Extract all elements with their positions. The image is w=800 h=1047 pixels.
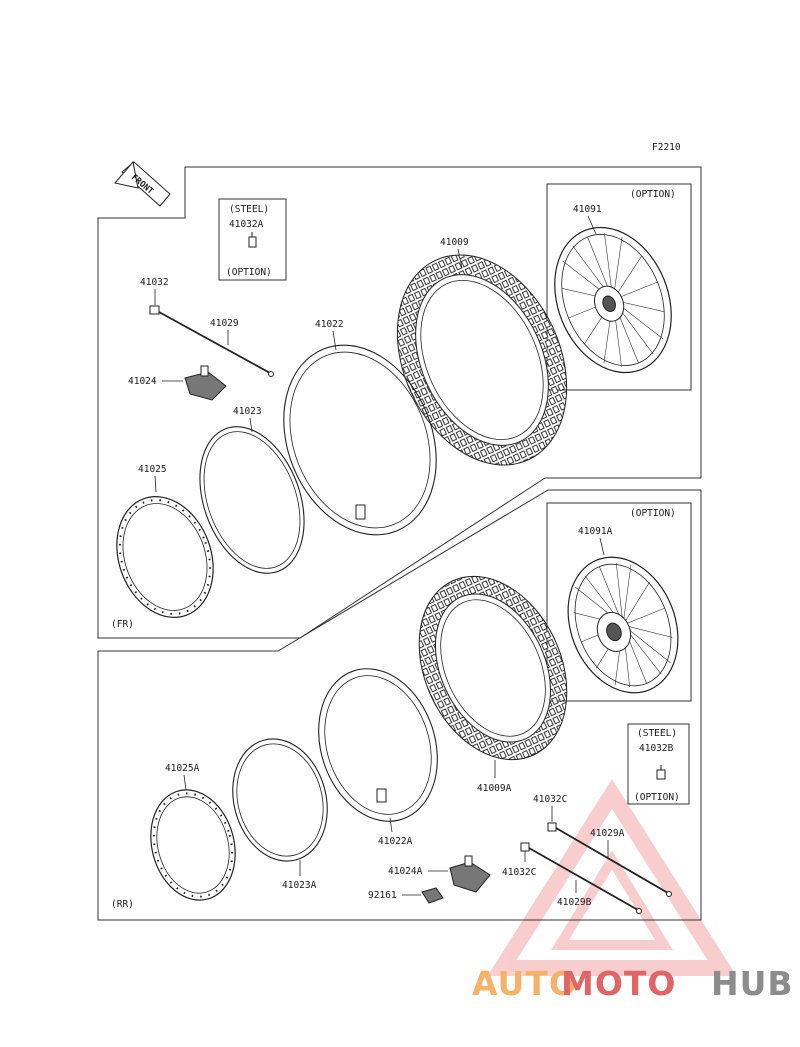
steel-label-rr: (STEEL): [637, 728, 678, 739]
part-41023A-label: 41023A: [282, 880, 317, 891]
watermark-logo: [502, 794, 722, 968]
part-41024-label: 41024: [128, 376, 157, 387]
front-rim-lock: [185, 366, 226, 400]
rear-tire: [391, 552, 595, 783]
watermark-hub: HUB: [711, 964, 794, 1003]
part-41022A-label: 41022A: [378, 836, 413, 847]
rear-spoke-nipple-bottom: [521, 843, 529, 851]
part-41029A-label: 41029A: [590, 828, 625, 839]
steel-valve-cap-box: [219, 199, 286, 280]
front-panel-frame: [98, 167, 701, 638]
option-label: (OPTION): [226, 267, 272, 278]
part-41022-label: 41022: [315, 319, 344, 330]
section-label-fr: (FR): [111, 619, 134, 630]
part-41032A-label: 41032A: [229, 219, 264, 230]
rear-tube-valve: [377, 789, 386, 802]
part-41009A-label: 41009A: [477, 783, 512, 794]
front-label: FRONT: [129, 172, 156, 197]
figure-code: F2210: [652, 142, 681, 153]
option-label-rr: (OPTION): [630, 508, 676, 519]
part-41009-label: 41009: [440, 237, 469, 248]
option-label-fr: (OPTION): [630, 189, 676, 200]
rear-spoke-nipple-top: [548, 823, 556, 831]
front-tube-valve: [356, 505, 365, 519]
rear-rim: [139, 780, 247, 909]
part-41091-label: 41091: [573, 204, 602, 215]
watermark-auto: AUTO: [472, 964, 578, 1003]
rear-rim-lock: [450, 856, 490, 892]
steel-label: (STEEL): [229, 204, 270, 215]
section-label-rr: (RR): [111, 899, 134, 910]
front-rim-strip: [181, 412, 323, 588]
rim-lock-block: [422, 888, 443, 903]
watermark-text: [472, 964, 794, 1003]
part-41029-label: 41029: [210, 318, 239, 329]
part-41032-label: 41032: [140, 277, 169, 288]
part-41091A-label: 41091A: [578, 526, 613, 537]
rear-rim-strip: [220, 728, 341, 872]
rear-wheel-assembly: [549, 541, 698, 710]
watermark-moto: MOTO: [561, 964, 677, 1003]
front-arrow-icon: [115, 162, 170, 206]
rear-wheel-option-box: [547, 503, 697, 709]
part-41025A-label: 41025A: [165, 763, 200, 774]
part-41024A-label: 41024A: [388, 866, 423, 877]
front-rim: [101, 483, 230, 631]
rear-steel-nipple-box: [628, 724, 689, 804]
option-label-rr2: (OPTION): [634, 792, 680, 803]
part-41029B-label: 41029B: [557, 897, 592, 908]
front-spoke-nipple: [150, 306, 159, 314]
part-41032B-label: 41032B: [639, 743, 674, 754]
part-41023-label: 41023: [233, 406, 262, 417]
part-41032C-top-label: 41032C: [533, 794, 568, 805]
part-41032C-bottom-label: 41032C: [502, 867, 537, 878]
part-92161-label: 92161: [368, 890, 397, 901]
part-41025-label: 41025: [138, 464, 167, 475]
